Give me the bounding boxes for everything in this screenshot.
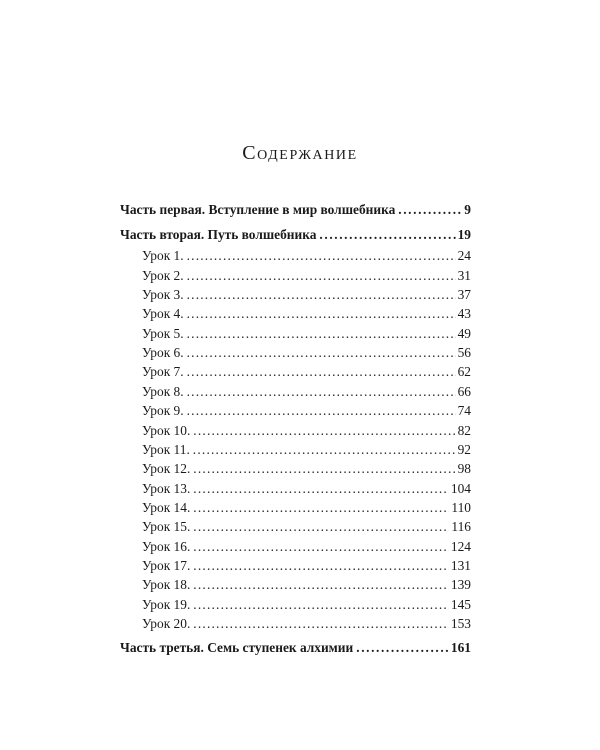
toc-entry-label: Урок 11. <box>142 442 190 457</box>
toc-entry-label: Урок 2. <box>142 268 184 283</box>
dot-leader <box>356 638 449 657</box>
toc-entry-page-number: 24 <box>457 248 471 263</box>
dot-leader <box>187 285 456 304</box>
toc-entry-page-number: 43 <box>457 306 471 321</box>
dot-leader <box>193 421 455 440</box>
toc-entry-label: Урок 15. <box>142 519 191 534</box>
toc-entry-page-number: 153 <box>450 616 471 631</box>
toc-entry-page-number: 56 <box>457 345 471 360</box>
toc-lesson-entry <box>142 401 471 420</box>
toc-lesson-entry <box>142 479 471 498</box>
toc-entry-page-number: 161 <box>450 640 471 655</box>
toc-entry-page-number: 104 <box>450 481 471 496</box>
toc-lesson-entry <box>142 517 471 536</box>
toc-entry-label: Урок 14. <box>142 500 191 515</box>
toc-entry-label: Урок 7. <box>142 364 184 379</box>
toc-entry-label: Урок 19. <box>142 597 191 612</box>
toc-entry-label: Урок 20. <box>142 616 191 631</box>
toc-lesson-entry <box>142 362 471 381</box>
toc-entry-label: Урок 8. <box>142 384 184 399</box>
toc-entry-label: Урок 3. <box>142 287 184 302</box>
toc-entry-page-number: 92 <box>457 442 471 457</box>
toc-entry-page-number: 62 <box>457 364 471 379</box>
toc-lesson-entry <box>142 266 471 285</box>
toc-part-entry <box>120 638 471 657</box>
toc-lesson-entry <box>142 382 471 401</box>
toc-entry-page-number: 145 <box>450 597 471 612</box>
dot-leader <box>193 575 449 594</box>
toc-entry-label: Часть третья. Семь ступенек алхимии <box>120 640 354 655</box>
toc-entry-label: Урок 12. <box>142 461 191 476</box>
dot-leader <box>193 556 449 575</box>
toc-lesson-entry <box>142 324 471 343</box>
toc-entry-label: Часть вторая. Путь волшебника <box>120 227 317 242</box>
toc-lesson-entry <box>142 246 471 265</box>
dot-leader <box>193 517 449 536</box>
toc-entry-page-number: 116 <box>451 519 471 534</box>
toc-entry-page-number: 66 <box>457 384 471 399</box>
toc-entry-page-number: 9 <box>464 202 471 217</box>
dot-leader <box>187 246 456 265</box>
dot-leader <box>187 382 456 401</box>
toc-lesson-entry <box>142 498 471 517</box>
toc-entry-page-number: 82 <box>457 423 471 438</box>
dot-leader <box>193 479 449 498</box>
toc-entry-label: Урок 4. <box>142 306 184 321</box>
toc-entry-label: Урок 5. <box>142 326 184 341</box>
dot-leader <box>193 537 449 556</box>
toc-lesson-entry <box>142 421 471 440</box>
toc-entry-page-number: 124 <box>450 539 471 554</box>
toc-entry-page-number: 19 <box>457 227 471 242</box>
toc-lesson-entry <box>142 595 471 614</box>
dot-leader <box>187 401 456 420</box>
toc-entry-page-number: 110 <box>451 500 471 515</box>
dot-leader <box>193 440 456 459</box>
toc-lesson-entry <box>142 285 471 304</box>
toc-entry-label: Урок 16. <box>142 539 191 554</box>
toc-entry-label: Урок 13. <box>142 481 191 496</box>
toc-entry-page-number: 74 <box>457 403 471 418</box>
toc-lesson-entry <box>142 304 471 323</box>
dot-leader <box>187 343 456 362</box>
toc-entry-page-number: 139 <box>450 577 471 592</box>
toc-entry-page-number: 49 <box>457 326 471 341</box>
toc-entry-label: Урок 9. <box>142 403 184 418</box>
toc-entry-label: Урок 1. <box>142 248 184 263</box>
dot-leader <box>187 362 456 381</box>
toc-lesson-entry <box>142 614 471 633</box>
dot-leader <box>187 324 456 343</box>
toc-lesson-entry <box>142 440 471 459</box>
toc-entry-label: Урок 6. <box>142 345 184 360</box>
toc-entry-label: Урок 17. <box>142 558 191 573</box>
dot-leader <box>398 200 462 219</box>
toc-entry-page-number: 131 <box>450 558 471 573</box>
dot-leader <box>319 225 455 244</box>
toc-entry-page-number: 37 <box>457 287 471 302</box>
toc-entry-page-number: 98 <box>457 461 471 476</box>
toc-lesson-entry <box>142 459 471 478</box>
toc-lesson-entry <box>142 537 471 556</box>
toc-entry-label: Урок 18. <box>142 577 191 592</box>
dot-leader <box>193 498 449 517</box>
toc-lesson-entry <box>142 343 471 362</box>
dot-leader <box>187 304 456 323</box>
toc-entry-label: Урок 10. <box>142 423 191 438</box>
toc-entry-label: Часть первая. Вступление в мир волшебника <box>120 202 396 217</box>
toc-part-entry <box>120 225 471 244</box>
dot-leader <box>193 459 455 478</box>
dot-leader <box>193 595 449 614</box>
toc-part-entry <box>120 200 471 219</box>
toc-title: Содержание <box>242 142 358 164</box>
dot-leader <box>193 614 449 633</box>
toc-lesson-entry <box>142 556 471 575</box>
toc-lesson-entry <box>142 575 471 594</box>
dot-leader <box>187 266 456 285</box>
toc-entry-page-number: 31 <box>457 268 471 283</box>
